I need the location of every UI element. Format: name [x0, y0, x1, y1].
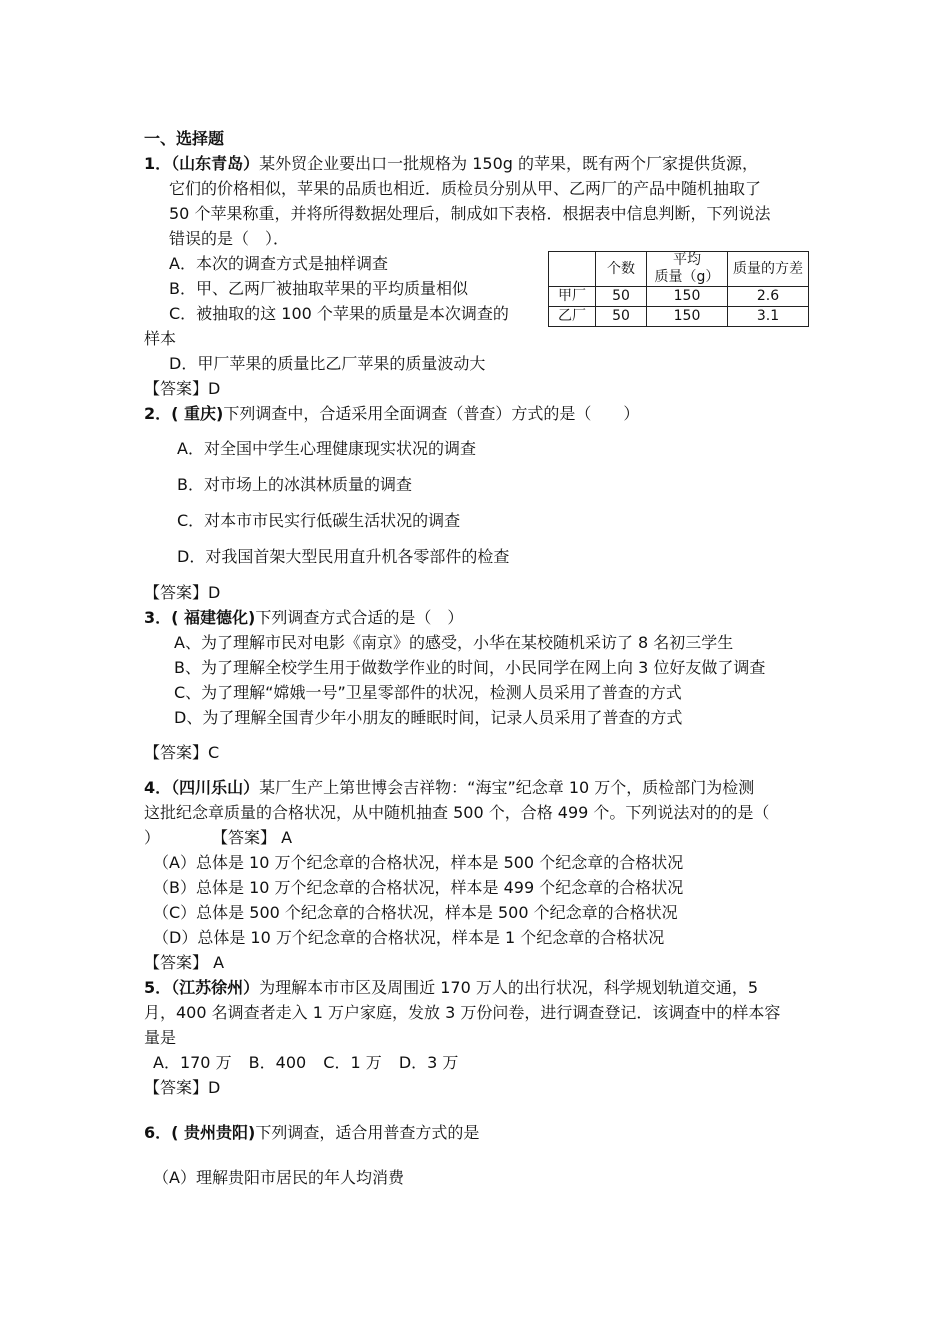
option-c: C．对本市市民实行低碳生活状况的调查	[177, 511, 461, 530]
question-number: 5．	[144, 978, 172, 997]
option-b: B、为了理解全校学生用于做数学作业的时间，小民同学在网上向 3 位好友做了调查	[174, 658, 766, 677]
option-a: （A）总体是 10 万个纪念章的合格状况，样本是 500 个纪念章的合格状况	[153, 853, 684, 872]
option-a: （A）理解贵阳市居民的年人均消费	[153, 1168, 404, 1187]
table-cell: 150	[647, 287, 728, 307]
option-d: D．甲厂苹果的质量比乙厂苹果的质量波动大	[169, 354, 486, 373]
document-page	[144, 126, 809, 1190]
option-c: C、为了理解“嫦娥一号”卫星零部件的状况，检测人员采用了普查的方式	[174, 683, 682, 702]
question-4-line-3	[144, 825, 809, 850]
option-b: （B）总体是 10 万个纪念章的合格状况，样本是 499 个纪念章的合格状况	[153, 878, 684, 897]
table-cell: 3.1	[728, 307, 809, 327]
question-3-line-1	[144, 605, 809, 630]
question-source: （江苏徐州）	[171, 978, 260, 997]
table-header-cell: 个数	[596, 252, 647, 287]
question-text: 某厂生产上第世博会吉祥物：“海宝”纪念章 10 万个，质检部门为检测	[259, 778, 755, 797]
table-cell: 2.6	[728, 287, 809, 307]
table-header-cell	[647, 252, 728, 287]
question-text: 为理解本市市区及周围近 170 万人的出行状况，科学规划轨道交通，5	[259, 978, 759, 997]
option-b: B．甲、乙两厂被抽取苹果的平均质量相似	[169, 279, 468, 298]
question-text: ）	[144, 828, 161, 847]
option-c-continued: 样本	[144, 329, 177, 348]
option-d: （D）总体是 10 万个纪念章的合格状况，样本是 1 个纪念章的合格状况	[153, 928, 665, 947]
table-cell: 50	[596, 287, 647, 307]
table-header-row	[549, 252, 809, 287]
question-1-line-3: 50 个苹果称重，并将所得数据处理后，制成如下表格．根据表中信息判断，下列说法	[169, 204, 771, 223]
question-1-line-2: 它们的价格相似，苹果的品质也相近．质检员分别从甲、乙两厂的产品中随机抽取了	[169, 179, 762, 198]
question-2-line-1	[144, 401, 809, 426]
answer-3: 【答案】C	[144, 743, 220, 762]
question-4-line-2: 这批纪念章质量的合格状况，从中随机抽查 500 个，合格 499 个。下列说法对的的是（	[144, 803, 770, 822]
option-a: A．本次的调查方式是抽样调查	[169, 254, 388, 273]
question-1	[144, 151, 809, 401]
table-cell: 150	[647, 307, 728, 327]
table-cell: 甲厂	[549, 287, 596, 307]
question-text: 下列调查方式合适的是（ ）	[255, 608, 464, 627]
question-text: 下列调查，适合用普查方式的是	[255, 1123, 480, 1142]
answer-1: 【答案】D	[144, 379, 221, 398]
table-header-cell	[549, 252, 596, 287]
section-title: 一、选择题	[144, 129, 225, 148]
question-6-line-1	[144, 1120, 809, 1145]
question-2	[144, 401, 809, 605]
question-4-line-1	[144, 775, 809, 800]
table-header-cell: 质量的方差	[728, 252, 809, 287]
option-d: D．对我国首架大型民用直升机各零部件的检查	[177, 547, 510, 566]
question-source: ( 重庆)	[171, 404, 224, 423]
option-d: D、为了理解全国青少年小朋友的睡眠时间，记录人员采用了普查的方式	[174, 708, 683, 727]
option-c: C．被抽取的这 100 个苹果的质量是本次调查的	[169, 304, 509, 323]
table-cell: 50	[596, 307, 647, 327]
answer-4: 【答案】 A	[144, 953, 225, 972]
question-text: 下列调查中，合适采用全面调查（普查）方式的是（ ）	[223, 404, 640, 423]
quality-stats-table	[548, 251, 809, 327]
table-header-line: 质量（g）	[654, 269, 720, 285]
inline-answer: 【答案】 A	[220, 828, 293, 847]
option-d: D．3 万	[398, 1053, 459, 1072]
option-c: C．1 万	[323, 1053, 382, 1072]
option-a: A、为了理解市民对电影《南京》的感受，小华在某校随机采访了 8 名初三学生	[174, 633, 734, 652]
option-c: （C）总体是 500 个纪念章的合格状况，样本是 500 个纪念章的合格状况	[153, 903, 678, 922]
option-b: B．对市场上的冰淇林质量的调查	[177, 475, 412, 494]
question-number: 3．	[144, 608, 172, 627]
answer-2: 【答案】D	[144, 583, 221, 602]
question-source: （山东青岛）	[171, 154, 260, 173]
question-number: 4．	[144, 778, 172, 797]
question-5-line-1	[144, 975, 809, 1000]
question-1-options-area	[144, 251, 809, 376]
table-row	[549, 307, 809, 327]
table-row	[549, 287, 809, 307]
answer-5: 【答案】D	[144, 1078, 221, 1097]
question-1-line-4: 错误的是（ ）．	[169, 229, 290, 248]
question-source: ( 福建德化)	[171, 608, 256, 627]
question-5-line-3: 量是	[144, 1028, 177, 1047]
question-5	[144, 975, 809, 1100]
question-5-options	[144, 1050, 809, 1075]
question-4	[144, 775, 809, 975]
table-header-line: 平均	[673, 252, 701, 268]
question-5-line-2: 月，400 名调查者走入 1 万户家庭，发放 3 万份问卷，进行调查登记．该调查中的样本容	[144, 1003, 781, 1022]
question-number: 2．	[144, 404, 172, 423]
question-source: ( 贵州贵阳)	[171, 1123, 256, 1142]
question-number: 6．	[144, 1123, 172, 1142]
question-source: （四川乐山）	[171, 778, 260, 797]
question-1-line-1	[144, 151, 809, 176]
option-b: B．400	[248, 1053, 307, 1072]
option-a: A．对全国中学生心理健康现实状况的调查	[177, 439, 476, 458]
question-6	[144, 1120, 809, 1190]
table-cell: 乙厂	[549, 307, 596, 327]
question-number: 1．	[144, 154, 172, 173]
option-a: A．170 万	[153, 1053, 232, 1072]
question-text: 某外贸企业要出口一批规格为 150g 的苹果，既有两个厂家提供货源，	[259, 154, 759, 173]
question-3	[144, 605, 809, 765]
